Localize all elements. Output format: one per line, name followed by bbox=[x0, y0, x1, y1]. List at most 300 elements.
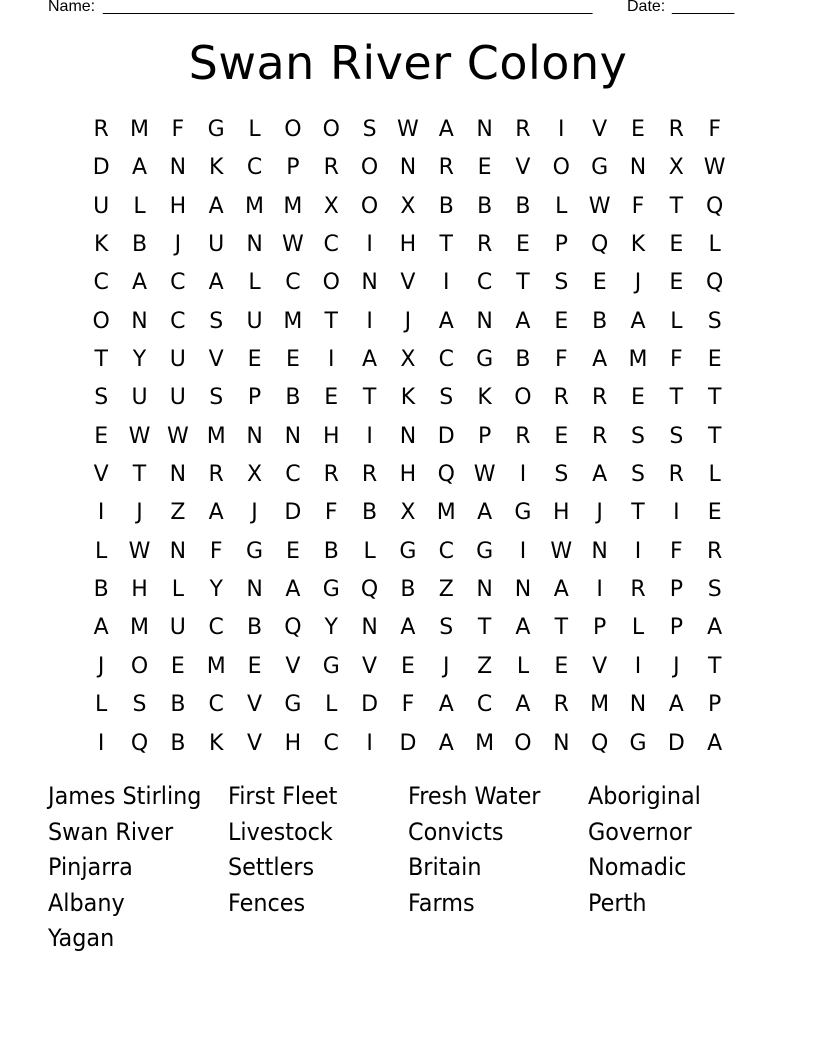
grid-letter[interactable]: L bbox=[325, 692, 338, 718]
grid-letter[interactable]: I bbox=[366, 232, 373, 258]
grid-letter[interactable]: G bbox=[399, 538, 417, 564]
grid-letter[interactable]: E bbox=[707, 347, 722, 373]
grid-letter[interactable]: N bbox=[361, 615, 378, 641]
grid-letter[interactable]: N bbox=[553, 730, 570, 756]
grid-letter[interactable]: E bbox=[707, 500, 722, 526]
grid-letter[interactable]: B bbox=[592, 308, 608, 334]
grid-letter[interactable]: G bbox=[591, 155, 609, 181]
grid-letter[interactable]: W bbox=[128, 538, 151, 564]
grid-letter[interactable]: C bbox=[208, 615, 224, 641]
grid-letter[interactable]: I bbox=[97, 500, 105, 526]
grid-letter[interactable]: N bbox=[284, 423, 302, 449]
grid-letter[interactable]: I bbox=[366, 730, 373, 756]
grid-letter[interactable]: S bbox=[209, 308, 224, 334]
grid-letter[interactable]: A bbox=[208, 270, 224, 296]
grid-letter[interactable]: J bbox=[97, 653, 105, 679]
grid-letter[interactable]: E bbox=[592, 270, 607, 296]
grid-letter[interactable]: Q bbox=[130, 730, 149, 756]
grid-letter[interactable]: S bbox=[132, 692, 147, 718]
word-list-item: Livestock bbox=[228, 817, 333, 846]
grid-letter[interactable]: R bbox=[553, 692, 569, 718]
grid-letter[interactable]: E bbox=[631, 385, 645, 411]
grid-letter[interactable]: T bbox=[669, 385, 684, 411]
grid-letter[interactable]: U bbox=[169, 615, 186, 641]
grid-letter[interactable]: Y bbox=[209, 577, 223, 603]
grid-letter[interactable]: C bbox=[476, 270, 493, 296]
grid-letter[interactable]: H bbox=[399, 232, 417, 258]
grid-letter[interactable]: S bbox=[707, 308, 722, 334]
grid-letter[interactable]: N bbox=[169, 462, 187, 488]
grid-letter[interactable]: I bbox=[558, 117, 565, 142]
grid-letter[interactable]: H bbox=[284, 730, 302, 756]
grid-letter[interactable]: O bbox=[514, 385, 532, 411]
grid-letter[interactable]: B bbox=[362, 500, 378, 526]
grid-row bbox=[82, 188, 734, 226]
grid-letter[interactable]: G bbox=[629, 730, 647, 756]
grid-letter[interactable]: R bbox=[438, 155, 454, 181]
grid-letter[interactable]: C bbox=[438, 347, 454, 373]
grid-letter[interactable]: F bbox=[554, 347, 568, 373]
grid-letter[interactable]: T bbox=[439, 232, 453, 258]
grid-letter[interactable]: Y bbox=[324, 615, 338, 641]
grid-letter[interactable]: N bbox=[246, 423, 263, 449]
grid-letter[interactable]: S bbox=[439, 385, 454, 411]
grid-letter[interactable]: K bbox=[477, 385, 492, 411]
grid-letter[interactable]: Q bbox=[706, 270, 724, 296]
grid-letter[interactable]: J bbox=[251, 500, 258, 526]
grid-letter[interactable]: F bbox=[171, 117, 185, 142]
grid-letter[interactable]: P bbox=[247, 385, 262, 411]
grid-letter[interactable]: A bbox=[515, 615, 531, 641]
grid-letter[interactable]: R bbox=[323, 462, 339, 488]
grid-letter[interactable]: T bbox=[707, 385, 722, 411]
grid-letter[interactable]: W bbox=[473, 462, 496, 488]
grid-letter[interactable]: O bbox=[322, 270, 340, 296]
grid-letter[interactable]: F bbox=[631, 193, 645, 219]
grid-letter[interactable]: J bbox=[443, 653, 450, 679]
grid-letter[interactable]: X bbox=[247, 462, 263, 488]
grid-letter[interactable]: E bbox=[669, 232, 684, 258]
grid-letter[interactable]: M bbox=[130, 615, 149, 641]
grid-letter[interactable]: E bbox=[631, 117, 645, 142]
grid-letter[interactable]: H bbox=[131, 577, 148, 603]
grid-letter[interactable]: T bbox=[707, 653, 722, 679]
grid-letter[interactable]: E bbox=[170, 653, 185, 679]
grid-letter[interactable]: P bbox=[708, 692, 722, 718]
grid-letter[interactable]: N bbox=[361, 270, 378, 296]
grid-letter[interactable]: P bbox=[593, 615, 607, 641]
grid-letter[interactable]: U bbox=[246, 308, 263, 334]
grid-letter[interactable]: A bbox=[208, 193, 224, 219]
grid-letter[interactable]: R bbox=[323, 155, 339, 181]
grid-letter[interactable]: G bbox=[322, 653, 340, 679]
grid-letter[interactable]: C bbox=[438, 538, 454, 564]
grid-letter[interactable]: A bbox=[592, 347, 608, 373]
grid-letter[interactable]: N bbox=[514, 577, 532, 603]
grid-letter[interactable]: D bbox=[667, 730, 685, 756]
grid-letter[interactable]: L bbox=[670, 308, 683, 334]
grid-letter[interactable]: G bbox=[246, 538, 264, 564]
grid-letter[interactable]: R bbox=[668, 462, 684, 488]
grid-letter[interactable]: A bbox=[592, 462, 608, 488]
grid-letter[interactable]: Q bbox=[284, 615, 302, 641]
grid-letter[interactable]: L bbox=[171, 577, 184, 603]
grid-letter[interactable]: Q bbox=[437, 462, 455, 488]
grid-letter[interactable]: P bbox=[286, 155, 300, 181]
grid-letter[interactable]: C bbox=[476, 692, 493, 718]
grid-letter[interactable]: N bbox=[399, 155, 417, 181]
grid-letter[interactable]: U bbox=[169, 385, 186, 411]
grid-letter[interactable]: R bbox=[553, 385, 569, 411]
grid-letter[interactable]: D bbox=[437, 423, 455, 449]
grid-letter[interactable]: S bbox=[631, 423, 645, 449]
grid-letter[interactable]: L bbox=[363, 538, 376, 564]
grid-letter[interactable]: S bbox=[554, 462, 569, 488]
grid-letter[interactable]: W bbox=[166, 423, 189, 449]
grid-letter[interactable]: L bbox=[708, 462, 721, 488]
grid-letter[interactable]: U bbox=[208, 232, 225, 258]
grid-letter[interactable]: E bbox=[477, 155, 492, 181]
grid-letter[interactable]: K bbox=[208, 730, 224, 756]
grid-letter[interactable]: M bbox=[590, 692, 610, 718]
grid-letter[interactable]: L bbox=[95, 538, 108, 564]
grid-letter[interactable]: O bbox=[514, 730, 532, 756]
grid-letter[interactable]: F bbox=[670, 347, 683, 373]
grid-letter[interactable]: V bbox=[515, 155, 531, 181]
word-list-item: Fresh Water bbox=[408, 782, 541, 810]
grid-letter[interactable]: Q bbox=[590, 232, 609, 258]
grid-letter[interactable]: I bbox=[327, 347, 335, 373]
grid-letter[interactable]: D bbox=[399, 730, 417, 756]
grid-letter[interactable]: I bbox=[673, 500, 680, 526]
grid-letter[interactable]: A bbox=[515, 308, 531, 334]
grid-letter[interactable]: L bbox=[555, 193, 568, 219]
grid-letter[interactable]: L bbox=[133, 193, 146, 219]
grid-letter[interactable]: L bbox=[95, 692, 108, 718]
grid-letter[interactable]: E bbox=[247, 653, 262, 679]
grid-letter[interactable]: A bbox=[93, 615, 109, 641]
grid-letter[interactable]: S bbox=[209, 385, 224, 411]
grid-letter[interactable]: I bbox=[519, 462, 527, 488]
grid-letter[interactable]: E bbox=[285, 538, 300, 564]
grid-letter[interactable]: A bbox=[131, 270, 148, 296]
grid-letter[interactable]: I bbox=[443, 270, 450, 296]
grid-letter[interactable]: B bbox=[323, 538, 339, 564]
grid-letter[interactable]: F bbox=[209, 538, 223, 564]
date-field[interactable]: _______ bbox=[672, 0, 735, 15]
grid-letter[interactable]: V bbox=[247, 730, 263, 756]
grid-letter[interactable]: G bbox=[207, 117, 225, 142]
grid-letter[interactable]: L bbox=[708, 232, 721, 258]
grid-letter[interactable]: G bbox=[322, 577, 340, 603]
grid-letter[interactable]: A bbox=[707, 615, 723, 641]
grid-letter[interactable]: J bbox=[174, 232, 182, 258]
grid-letter[interactable]: B bbox=[247, 615, 263, 641]
grid-letter[interactable]: P bbox=[554, 232, 568, 258]
grid-letter[interactable]: Z bbox=[477, 653, 493, 679]
grid-letter[interactable]: C bbox=[170, 308, 186, 334]
grid-letter[interactable]: U bbox=[169, 347, 186, 373]
grid-letter[interactable]: M bbox=[130, 117, 149, 142]
grid-letter[interactable]: T bbox=[516, 270, 530, 296]
letter-grid bbox=[82, 111, 734, 763]
grid-letter[interactable]: K bbox=[208, 155, 224, 181]
grid-letter[interactable]: E bbox=[324, 385, 339, 411]
grid-letter[interactable]: Q bbox=[706, 193, 724, 219]
grid-letter[interactable]: I bbox=[366, 423, 373, 449]
grid-letter[interactable]: T bbox=[669, 193, 684, 219]
grid-letter[interactable]: S bbox=[362, 117, 377, 142]
grid-letter[interactable]: E bbox=[400, 653, 415, 679]
grid-letter[interactable]: J bbox=[673, 653, 680, 679]
grid-letter[interactable]: O bbox=[284, 117, 302, 142]
grid-letter[interactable]: N bbox=[476, 577, 493, 603]
grid-letter[interactable]: E bbox=[94, 423, 109, 449]
grid-letter[interactable]: N bbox=[629, 155, 647, 181]
grid-letter[interactable]: N bbox=[131, 308, 148, 334]
grid-letter[interactable]: V bbox=[247, 692, 263, 718]
grid-letter[interactable]: A bbox=[438, 692, 454, 718]
grid-letter[interactable]: W bbox=[703, 155, 726, 181]
grid-letter[interactable]: R bbox=[476, 232, 493, 258]
grid-letter[interactable]: R bbox=[591, 423, 608, 449]
grid-letter[interactable]: A bbox=[707, 730, 723, 756]
grid-letter[interactable]: X bbox=[400, 500, 416, 526]
grid-letter[interactable]: V bbox=[400, 270, 416, 296]
grid-letter[interactable]: A bbox=[630, 308, 646, 334]
grid-letter[interactable]: G bbox=[476, 347, 494, 373]
grid-letter[interactable]: T bbox=[362, 385, 377, 411]
grid-letter[interactable]: V bbox=[592, 653, 608, 679]
grid-row bbox=[82, 648, 734, 686]
grid-letter[interactable]: R bbox=[208, 462, 224, 488]
grid-letter[interactable]: P bbox=[477, 423, 492, 449]
grid-letter[interactable]: C bbox=[285, 270, 301, 296]
grid-letter[interactable]: R bbox=[93, 117, 109, 142]
grid-letter[interactable]: X bbox=[400, 347, 416, 373]
grid-letter[interactable]: B bbox=[477, 193, 493, 219]
grid-letter[interactable]: D bbox=[284, 500, 302, 526]
grid-letter[interactable]: K bbox=[400, 385, 416, 411]
grid-letter[interactable]: L bbox=[631, 615, 645, 641]
grid-letter[interactable]: J bbox=[634, 270, 642, 296]
grid-letter[interactable]: R bbox=[591, 385, 608, 411]
grid-letter[interactable]: N bbox=[591, 538, 608, 564]
grid-letter[interactable]: H bbox=[399, 462, 417, 488]
grid-letter[interactable]: M bbox=[206, 653, 226, 679]
grid-letter[interactable]: N bbox=[246, 577, 263, 603]
grid-letter[interactable]: O bbox=[92, 308, 110, 334]
grid-letter[interactable]: G bbox=[284, 692, 302, 718]
grid-letter[interactable]: H bbox=[322, 423, 340, 449]
grid-letter[interactable]: N bbox=[399, 423, 417, 449]
grid-letter[interactable]: B bbox=[515, 347, 531, 373]
grid-letter[interactable]: A bbox=[668, 692, 684, 718]
grid-letter[interactable]: A bbox=[477, 500, 493, 526]
grid-letter[interactable]: E bbox=[247, 347, 262, 373]
grid-letter[interactable]: W bbox=[128, 423, 151, 449]
grid-letter[interactable]: Q bbox=[590, 730, 609, 756]
grid-letter[interactable]: E bbox=[669, 270, 684, 296]
grid-letter[interactable]: I bbox=[366, 308, 373, 334]
grid-letter[interactable]: N bbox=[246, 232, 263, 258]
grid-letter[interactable]: F bbox=[401, 692, 415, 718]
grid-letter[interactable]: W bbox=[282, 232, 304, 258]
grid-letter[interactable]: T bbox=[707, 423, 722, 449]
name-field[interactable]: _______________________________________________________ bbox=[103, 0, 593, 15]
grid-letter[interactable]: E bbox=[516, 232, 530, 258]
grid-letter[interactable]: T bbox=[324, 308, 338, 334]
grid-letter[interactable]: I bbox=[519, 538, 527, 564]
grid-letter[interactable]: E bbox=[554, 653, 569, 679]
grid-letter[interactable]: O bbox=[360, 155, 379, 181]
grid-letter[interactable]: B bbox=[170, 692, 186, 718]
grid-letter[interactable]: S bbox=[439, 615, 454, 641]
grid-letter[interactable]: A bbox=[438, 308, 454, 334]
grid-letter[interactable]: I bbox=[596, 577, 603, 603]
grid-letter[interactable]: B bbox=[285, 385, 301, 411]
grid-letter[interactable]: G bbox=[514, 500, 532, 526]
grid-letter[interactable]: N bbox=[476, 117, 493, 142]
grid-letter[interactable]: T bbox=[94, 347, 108, 373]
grid-letter[interactable]: B bbox=[400, 577, 416, 603]
grid-letter[interactable]: B bbox=[131, 232, 148, 258]
grid-letter[interactable]: A bbox=[131, 155, 148, 181]
grid-letter[interactable]: A bbox=[553, 577, 569, 603]
grid-letter[interactable]: D bbox=[92, 155, 110, 181]
grid-letter[interactable]: W bbox=[550, 538, 573, 564]
grid-letter[interactable]: X bbox=[668, 155, 684, 181]
word-list-item: Swan River bbox=[48, 817, 174, 846]
grid-letter[interactable]: B bbox=[438, 193, 454, 219]
grid-letter[interactable]: F bbox=[670, 538, 683, 564]
grid-letter[interactable]: V bbox=[208, 347, 224, 373]
grid-letter[interactable]: R bbox=[707, 538, 723, 564]
grid-letter[interactable]: W bbox=[397, 117, 419, 142]
grid-letter[interactable]: R bbox=[668, 117, 684, 142]
grid-letter[interactable]: P bbox=[669, 615, 683, 641]
grid-letter[interactable]: A bbox=[438, 730, 454, 756]
grid-letter[interactable]: R bbox=[361, 462, 378, 488]
grid-letter[interactable]: I bbox=[634, 653, 642, 679]
grid-letter[interactable]: J bbox=[136, 500, 143, 526]
grid-letter[interactable]: V bbox=[93, 462, 109, 488]
grid-letter[interactable]: Z bbox=[170, 500, 186, 526]
grid-letter[interactable]: R bbox=[515, 117, 531, 142]
grid-letter[interactable]: S bbox=[554, 270, 569, 296]
grid-letter[interactable]: A bbox=[400, 615, 416, 641]
grid-letter[interactable]: S bbox=[707, 577, 722, 603]
grid-letter[interactable]: F bbox=[324, 500, 338, 526]
grid-letter[interactable]: N bbox=[629, 692, 647, 718]
grid-letter[interactable]: L bbox=[516, 653, 530, 679]
grid-letter[interactable]: H bbox=[553, 500, 570, 526]
grid-letter[interactable]: L bbox=[248, 117, 261, 142]
grid-letter[interactable]: B bbox=[515, 193, 531, 219]
grid-letter[interactable]: N bbox=[169, 155, 187, 181]
grid-letter[interactable]: S bbox=[669, 423, 684, 449]
grid-letter[interactable]: T bbox=[631, 500, 645, 526]
grid-letter[interactable]: C bbox=[246, 155, 263, 181]
grid-letter[interactable]: M bbox=[475, 730, 495, 756]
grid-letter[interactable]: J bbox=[596, 500, 603, 526]
grid-row bbox=[82, 725, 734, 763]
name-label: Name: bbox=[48, 0, 96, 15]
grid-letter[interactable]: Y bbox=[132, 347, 147, 373]
grid-letter[interactable]: M bbox=[436, 500, 456, 526]
grid-letter[interactable]: P bbox=[669, 577, 683, 603]
grid-letter[interactable]: O bbox=[130, 653, 149, 679]
grid-letter[interactable]: K bbox=[630, 232, 646, 258]
grid-letter[interactable]: U bbox=[131, 385, 148, 411]
grid-letter[interactable]: O bbox=[322, 117, 340, 142]
grid-letter[interactable]: I bbox=[97, 730, 105, 756]
grid-letter[interactable]: N bbox=[476, 308, 493, 334]
grid-letter[interactable]: H bbox=[169, 193, 187, 219]
grid-letter[interactable]: X bbox=[400, 193, 416, 219]
grid-row bbox=[82, 111, 734, 149]
grid-letter[interactable]: Z bbox=[438, 577, 454, 603]
grid-letter[interactable]: A bbox=[515, 692, 531, 718]
grid-letter[interactable]: R bbox=[515, 423, 531, 449]
grid-letter[interactable]: S bbox=[94, 385, 109, 411]
grid-letter[interactable]: T bbox=[132, 462, 147, 488]
grid-letter[interactable]: E bbox=[554, 308, 569, 334]
grid-letter[interactable]: B bbox=[170, 730, 186, 756]
grid-letter[interactable]: O bbox=[552, 155, 570, 181]
grid-letter[interactable]: F bbox=[708, 117, 721, 142]
grid-letter[interactable]: D bbox=[361, 692, 379, 718]
grid-letter[interactable]: C bbox=[93, 270, 109, 296]
grid-letter[interactable]: C bbox=[323, 232, 339, 258]
grid-letter[interactable]: A bbox=[285, 577, 301, 603]
grid-letter[interactable]: C bbox=[208, 692, 224, 718]
grid-letter[interactable]: M bbox=[245, 193, 265, 219]
grid-letter[interactable]: V bbox=[592, 117, 608, 142]
grid-letter[interactable]: N bbox=[169, 538, 187, 564]
grid-letter[interactable]: M bbox=[283, 308, 303, 334]
grid-letter[interactable]: M bbox=[283, 193, 303, 219]
grid-letter[interactable]: V bbox=[285, 653, 301, 679]
grid-letter[interactable]: K bbox=[93, 232, 109, 258]
grid-letter[interactable]: W bbox=[588, 193, 611, 219]
grid-letter[interactable]: E bbox=[554, 423, 569, 449]
grid-letter[interactable]: J bbox=[404, 308, 412, 334]
grid-letter[interactable]: I bbox=[634, 538, 642, 564]
grid-letter[interactable]: G bbox=[476, 538, 494, 564]
grid-letter[interactable]: C bbox=[170, 270, 186, 296]
grid-letter[interactable]: A bbox=[208, 500, 224, 526]
grid-letter[interactable]: R bbox=[630, 577, 646, 603]
grid-letter[interactable]: O bbox=[360, 193, 379, 219]
grid-letter[interactable]: T bbox=[554, 615, 569, 641]
grid-letter[interactable]: M bbox=[206, 423, 226, 449]
grid-letter[interactable]: M bbox=[628, 347, 648, 373]
grid-letter[interactable]: V bbox=[362, 653, 378, 679]
grid-letter[interactable]: E bbox=[285, 347, 300, 373]
grid-letter[interactable]: C bbox=[285, 462, 301, 488]
grid-letter[interactable]: T bbox=[477, 615, 492, 641]
grid-letter[interactable]: A bbox=[362, 347, 378, 373]
grid-letter[interactable]: L bbox=[248, 270, 261, 296]
grid-letter[interactable]: Q bbox=[360, 577, 379, 603]
grid-letter[interactable]: A bbox=[438, 117, 454, 142]
grid-letter[interactable]: S bbox=[631, 462, 645, 488]
grid-letter[interactable]: C bbox=[323, 730, 339, 756]
grid-letter[interactable]: B bbox=[93, 577, 109, 603]
grid-letter[interactable]: X bbox=[323, 193, 339, 219]
grid-letter[interactable]: U bbox=[93, 193, 110, 219]
